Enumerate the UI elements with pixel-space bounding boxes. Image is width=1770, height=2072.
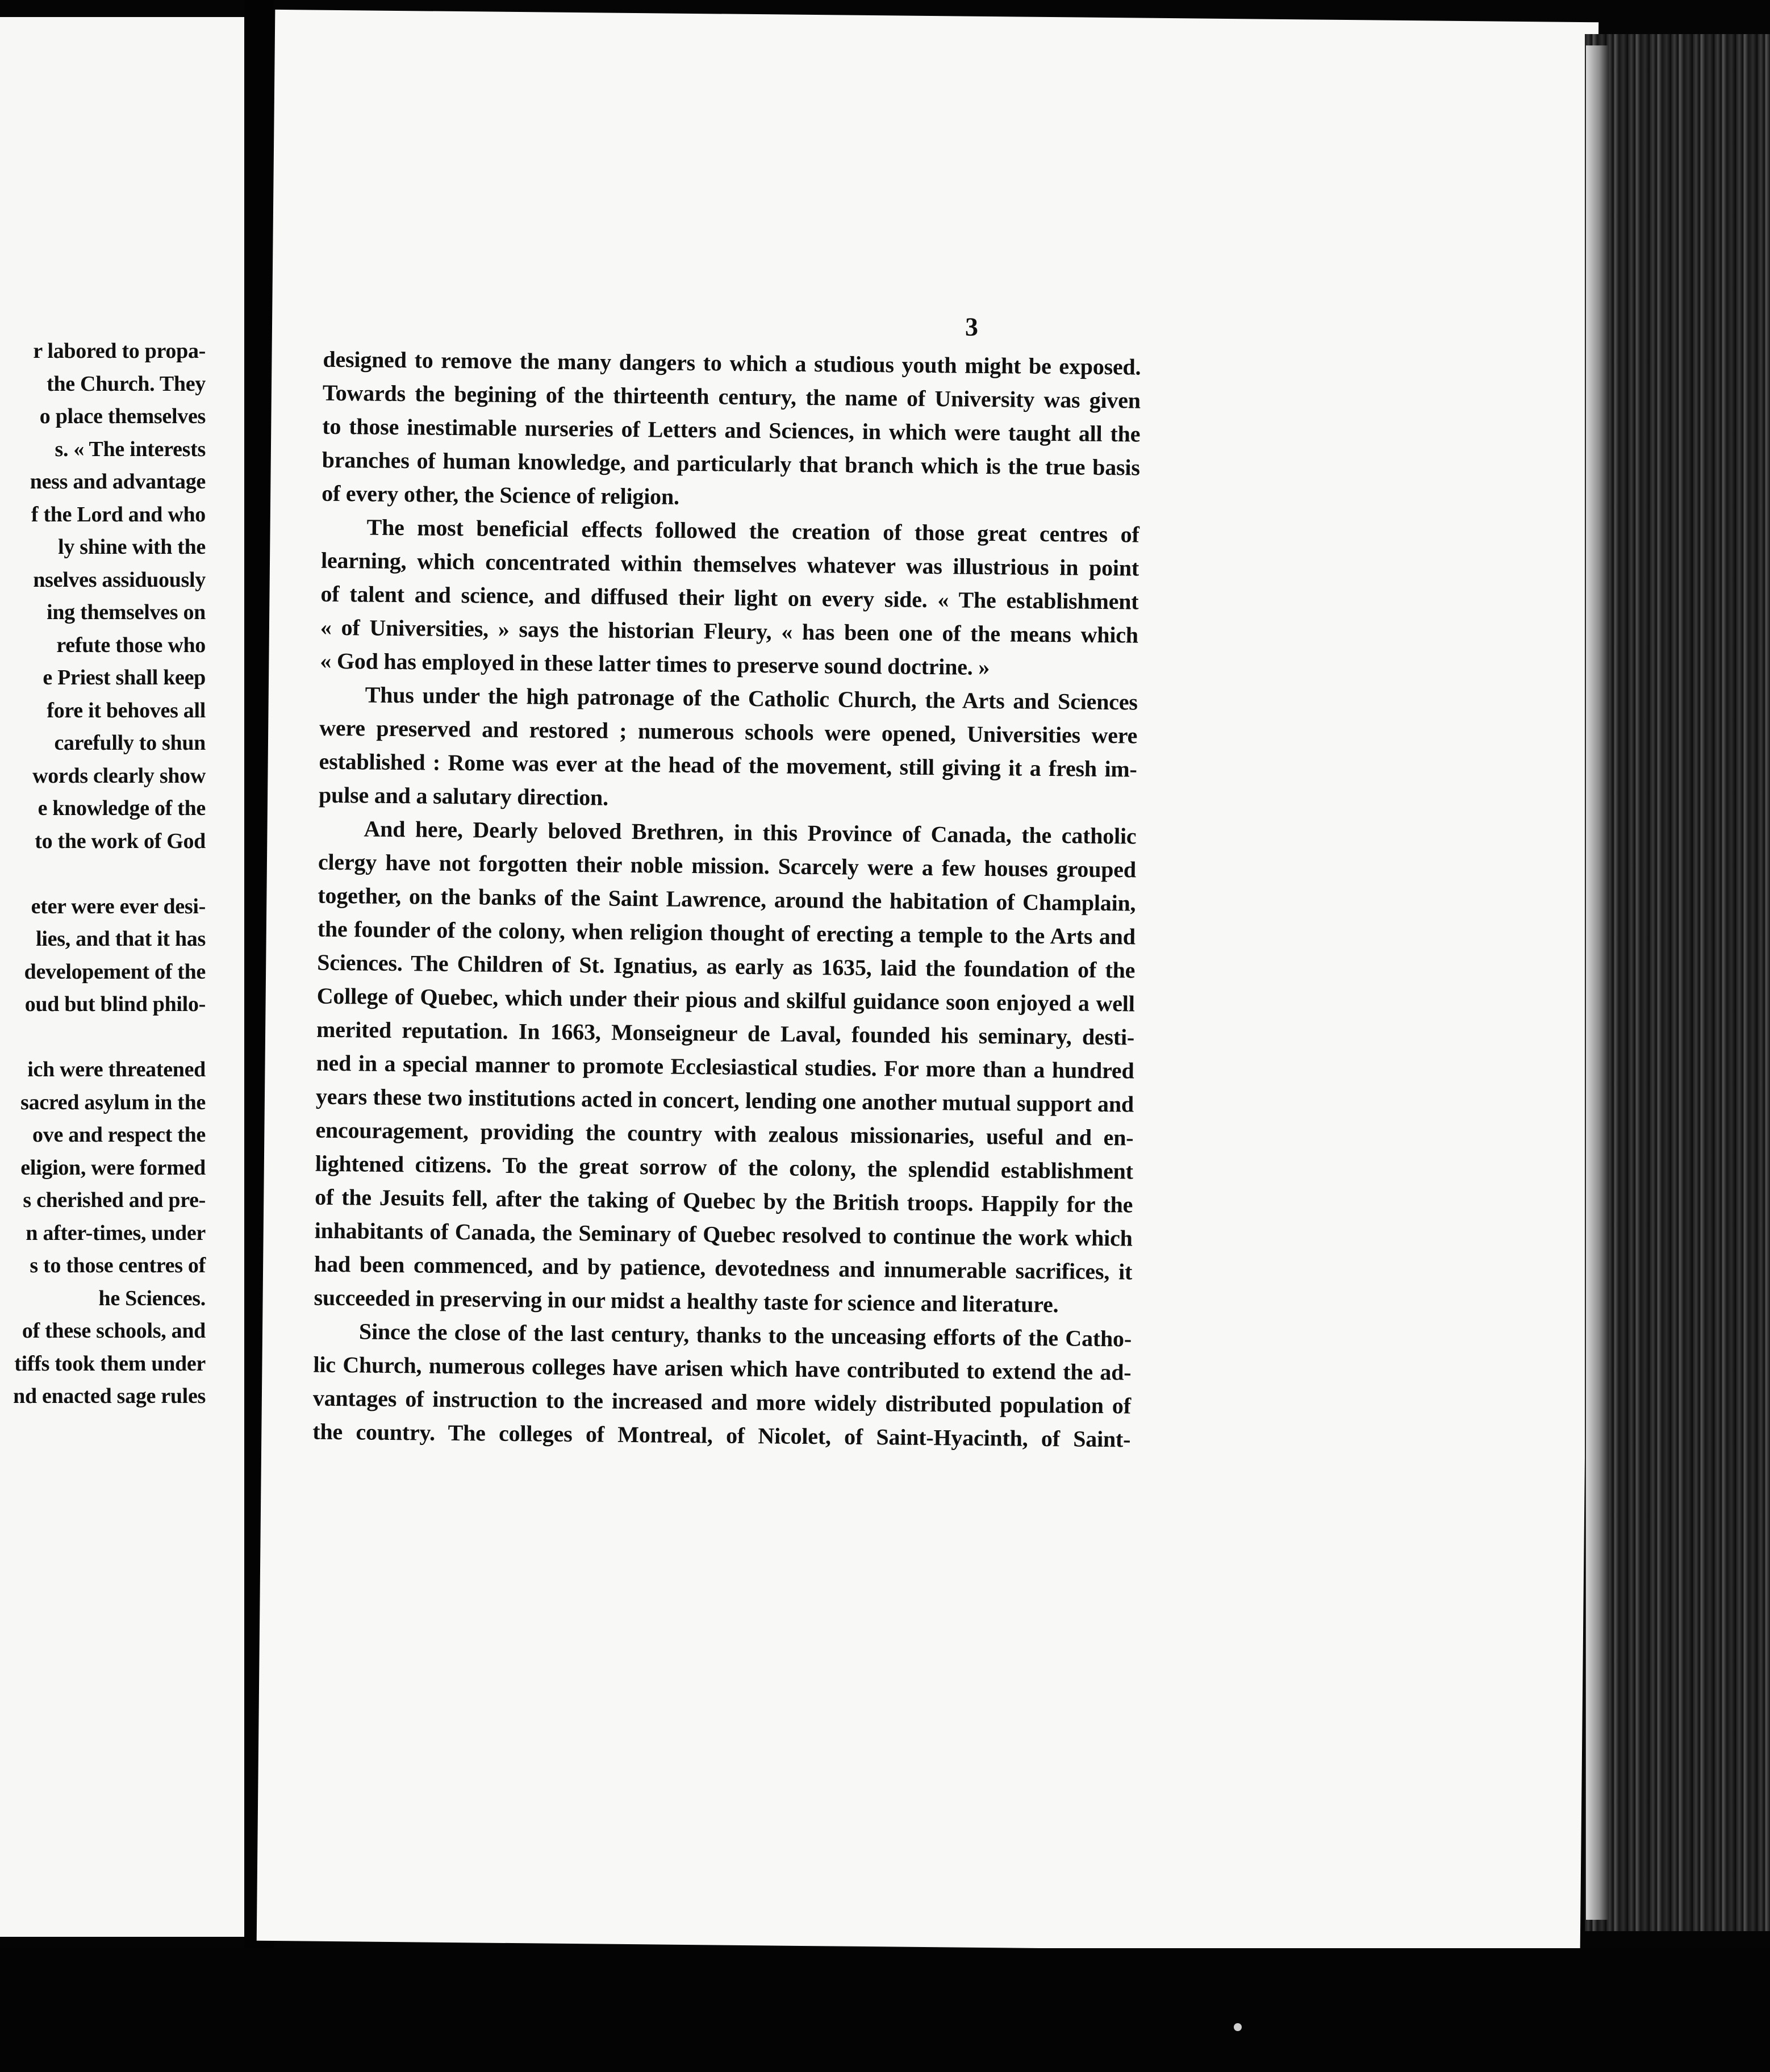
text-line: years these two institutions acted in concert, lending one another mutual support and bbox=[315, 1083, 1134, 1117]
left-text-line: lies, and that it has bbox=[36, 927, 206, 951]
text-line: Towards the begining of the thirteenth century, the name of University was given bbox=[322, 379, 1141, 413]
left-text-line: e knowledge of the bbox=[37, 796, 206, 820]
text-line: encouragement, providing the country with zealous missionaries, useful and en- bbox=[315, 1117, 1134, 1151]
left-text-line bbox=[0, 858, 206, 891]
text-line: vantages of instruction to the increased and more widely distributed population of bbox=[312, 1385, 1132, 1419]
text-line: lic Church, numerous colleges have arisen which have contributed to extend the ad- bbox=[313, 1351, 1132, 1385]
left-text-line: s. « The interests bbox=[55, 437, 206, 461]
left-text-line: nd enacted sage rules bbox=[13, 1384, 206, 1408]
text-line: branches of human knowledge, and particularly that branch which is the true basis bbox=[322, 446, 1140, 481]
left-text-line: s to those centres of bbox=[30, 1254, 206, 1277]
text-line: Sciences. The Children of St. Ignatius, as early as 1635, laid the foundation of the bbox=[317, 949, 1136, 983]
text-line: the founder of the colony, when religion thought of erecting a temple to the Arts and bbox=[317, 916, 1136, 950]
left-text-line: the Church. They bbox=[47, 371, 206, 396]
text-line: Since the close of the last century, thanks to the unceasing efforts of the Catho- bbox=[358, 1318, 1132, 1352]
text-line: of the Jesuits fell, after the taking of Quebec by the British troops. Happily for the bbox=[315, 1184, 1133, 1218]
left-text-line: fore it behoves all bbox=[47, 698, 206, 722]
left-text-line: sacred asylum in the bbox=[20, 1090, 206, 1114]
text-line: inhabitants of Canada, the Seminary of Quebec resolved to continue the work which bbox=[314, 1217, 1133, 1251]
text-line: pulse and a salutary direction. bbox=[318, 782, 609, 811]
text-line: « God has employed in these latter times to preserve sound doctrine. » bbox=[320, 648, 990, 680]
book-page-edges bbox=[1585, 34, 1770, 1931]
text-line: had been commenced, and by patience, devotedness and innumerable sacrifices, it bbox=[314, 1251, 1133, 1285]
text-line: established : Rome was ever at the head of the movement, still giving it a fresh im- bbox=[319, 748, 1137, 782]
left-text-line: f the Lord and who bbox=[31, 502, 206, 527]
left-text-line: eligion, were formed bbox=[20, 1155, 206, 1180]
left-text-line: he Sciences. bbox=[98, 1286, 206, 1310]
left-page-text bbox=[0, 335, 206, 1413]
left-text-line: ich were threatened bbox=[27, 1058, 206, 1081]
left-text-line: ove and respect the bbox=[32, 1123, 206, 1147]
text-line: together, on the banks of the Saint Lawrence, around the habitation of Champlain, bbox=[318, 882, 1136, 916]
scan-bottom-border bbox=[0, 1948, 1770, 2072]
text-line: of every other, the Science of religion. bbox=[321, 480, 680, 509]
left-text-line: carefully to shun bbox=[54, 731, 206, 755]
left-text-line: s cherished and pre- bbox=[23, 1188, 206, 1212]
text-line: of talent and science, and diffused their light on every side. « The establishment bbox=[320, 580, 1139, 615]
text-line: learning, which concentrated within themselves whatever was illustrious in point bbox=[320, 547, 1139, 581]
text-line: to those inestimable nurseries of Letters and Sciences, in which were taught all the bbox=[322, 413, 1141, 447]
left-text-line: n after-times, under bbox=[26, 1221, 206, 1245]
left-text-line: refute those who bbox=[56, 633, 206, 657]
left-text-line: of these schools, and bbox=[22, 1319, 206, 1343]
text-line: succeeded in preserving in our midst a healthy taste for science and literature. bbox=[314, 1284, 1059, 1318]
text-line: ned in a special manner to promote Ecclesiastical studies. For more than a hundred bbox=[316, 1050, 1134, 1084]
body-text bbox=[312, 342, 1141, 1456]
text-line: The most beneficial effects followed the creation of those great centres of bbox=[366, 514, 1139, 548]
text-line: merited reputation. In 1663, Monseigneur de Laval, founded his seminary, desti- bbox=[316, 1016, 1135, 1050]
left-text-line: words clearly show bbox=[32, 763, 206, 788]
left-text-line: ly shine with the bbox=[58, 535, 206, 559]
text-line: clergy have not forgotten their noble mission. Scarcely were a few houses grouped bbox=[318, 849, 1137, 883]
left-text-line: ing themselves on bbox=[47, 600, 206, 624]
text-line: « of Universities, » says the historian Fleury, « has been one of the means which bbox=[320, 614, 1139, 648]
scan-speck bbox=[1234, 2023, 1242, 2031]
page-edge-highlight bbox=[1586, 45, 1609, 1920]
text-line: were preserved and restored ; numerous schools were opened, Universities were bbox=[319, 715, 1138, 749]
left-text-line: nselves assiduously bbox=[33, 567, 206, 592]
text-line: Thus under the high patronage of the Catholic Church, the Arts and Sciences bbox=[365, 682, 1138, 715]
text-line: College of Quebec, which under their pious and skilful guidance soon enjoyed a well bbox=[316, 983, 1135, 1017]
text-line: lightened citizens. To the great sorrow of the colony, the splendid establishment bbox=[315, 1150, 1134, 1184]
left-text-line: o place themselves bbox=[39, 404, 206, 428]
left-text-line: ness and advantage bbox=[30, 470, 206, 494]
text-line: designed to remove the many dangers to which a studious youth might be exposed. bbox=[323, 346, 1141, 380]
left-text-line: e Priest shall keep bbox=[43, 666, 206, 690]
left-text-line: r labored to propa- bbox=[33, 339, 206, 363]
left-text-line: eter were ever desi- bbox=[31, 894, 206, 918]
left-facing-page bbox=[0, 17, 244, 1937]
page-number: 3 bbox=[965, 312, 979, 341]
text-line: And here, Dearly beloved Brethren, in this Province of Canada, the catholic bbox=[364, 816, 1137, 849]
left-text-line: developement of the bbox=[24, 959, 206, 984]
left-text-line: tiffs took them under bbox=[14, 1351, 206, 1376]
left-text-line: oud but blind philo- bbox=[24, 992, 206, 1016]
text-line: the country. The colleges of Montreal, of Nicolet, of Saint-Hyacinth, of Saint- bbox=[312, 1418, 1131, 1452]
main-page bbox=[257, 10, 1599, 1953]
left-text-line: to the work of God bbox=[35, 829, 206, 853]
left-text-line bbox=[0, 1021, 206, 1054]
